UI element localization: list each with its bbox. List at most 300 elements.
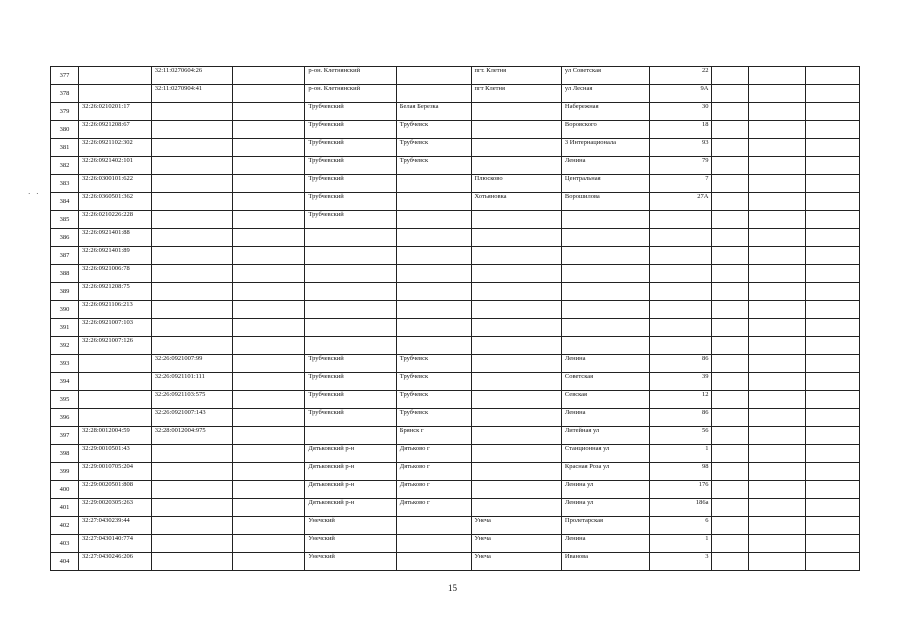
cadastral-number-2-cell: 32:26:0921007:143	[151, 409, 232, 427]
blank-cell	[232, 355, 305, 373]
house-number-cell: 1	[650, 535, 712, 553]
extra-cell-3	[805, 355, 859, 373]
extra-cell-1	[712, 247, 748, 265]
city-cell	[396, 319, 471, 337]
house-number-cell: 12	[650, 391, 712, 409]
city-cell: Дятьково г	[396, 499, 471, 517]
table-row	[51, 463, 860, 481]
row-number-cell: 377	[51, 67, 79, 85]
settlement-cell	[471, 481, 561, 499]
house-number-cell	[650, 283, 712, 301]
row-number-cell: 395	[51, 391, 79, 409]
city-cell	[396, 301, 471, 319]
house-number-cell	[650, 301, 712, 319]
house-number-cell: 7	[650, 175, 712, 193]
settlement-cell: Плюсково	[471, 175, 561, 193]
district-cell: Трубчевский	[305, 355, 396, 373]
table-row	[51, 85, 860, 103]
district-cell	[305, 319, 396, 337]
settlement-cell	[471, 139, 561, 157]
row-number-cell: 396	[51, 409, 79, 427]
extra-cell-1	[712, 157, 748, 175]
extra-cell-3	[805, 157, 859, 175]
street-cell: Ленина ул	[561, 481, 649, 499]
cadastral-number-cell: 32:26:0921102:302	[79, 139, 152, 157]
house-number-cell: 79	[650, 157, 712, 175]
row-number-cell: 379	[51, 103, 79, 121]
blank-cell	[232, 535, 305, 553]
district-cell: Трубчевский	[305, 409, 396, 427]
settlement-cell	[471, 103, 561, 121]
extra-cell-2	[748, 67, 805, 85]
district-cell	[305, 283, 396, 301]
cadastral-number-2-cell: 32:26:0921007:99	[151, 355, 232, 373]
extra-cell-1	[712, 553, 748, 571]
extra-cell-2	[748, 319, 805, 337]
extra-cell-1	[712, 103, 748, 121]
table-row	[51, 301, 860, 319]
table-row	[51, 139, 860, 157]
city-cell: Дятьково г	[396, 445, 471, 463]
table-row	[51, 175, 860, 193]
extra-cell-2	[748, 193, 805, 211]
table-row	[51, 355, 860, 373]
blank-cell	[232, 391, 305, 409]
blank-cell	[232, 247, 305, 265]
settlement-cell	[471, 499, 561, 517]
table-row	[51, 553, 860, 571]
house-number-cell: 18	[650, 121, 712, 139]
extra-cell-3	[805, 103, 859, 121]
house-number-cell: 3	[650, 553, 712, 571]
house-number-cell: 27А	[650, 193, 712, 211]
street-cell	[561, 337, 649, 355]
cadastral-number-cell: 32:26:0921401:88	[79, 229, 152, 247]
street-cell: Иванова	[561, 553, 649, 571]
table-row	[51, 265, 860, 283]
extra-cell-3	[805, 265, 859, 283]
city-cell	[396, 85, 471, 103]
cadastral-number-cell: 32:29:0010705:204	[79, 463, 152, 481]
extra-cell-3	[805, 121, 859, 139]
blank-cell	[232, 157, 305, 175]
extra-cell-3	[805, 139, 859, 157]
cadastral-number-2-cell: 32:11:0270904:41	[151, 85, 232, 103]
settlement-cell: пгт. Клетня	[471, 67, 561, 85]
extra-cell-1	[712, 409, 748, 427]
extra-cell-1	[712, 319, 748, 337]
table-row	[51, 445, 860, 463]
district-cell: Унечский	[305, 553, 396, 571]
settlement-cell	[471, 157, 561, 175]
extra-cell-1	[712, 283, 748, 301]
cadastral-number-2-cell	[151, 553, 232, 571]
extra-cell-2	[748, 373, 805, 391]
settlement-cell	[471, 283, 561, 301]
city-cell: Дятьково г	[396, 481, 471, 499]
settlement-cell: Унеча	[471, 535, 561, 553]
extra-cell-2	[748, 103, 805, 121]
blank-cell	[232, 301, 305, 319]
blank-cell	[232, 103, 305, 121]
cadastral-number-cell: 32:28:0012004:59	[79, 427, 152, 445]
row-number-cell: 381	[51, 139, 79, 157]
blank-cell	[232, 409, 305, 427]
extra-cell-3	[805, 67, 859, 85]
district-cell: Трубчевский	[305, 139, 396, 157]
district-cell: Трубчевский	[305, 157, 396, 175]
extra-cell-2	[748, 409, 805, 427]
settlement-cell	[471, 427, 561, 445]
city-cell	[396, 229, 471, 247]
cadastral-number-2-cell	[151, 103, 232, 121]
house-number-cell	[650, 211, 712, 229]
settlement-cell	[471, 355, 561, 373]
city-cell	[396, 175, 471, 193]
row-number-cell: 384	[51, 193, 79, 211]
settlement-cell	[471, 409, 561, 427]
cadastral-number-cell	[79, 373, 152, 391]
street-cell	[561, 319, 649, 337]
cadastral-number-2-cell: 32:26:0921103:575	[151, 391, 232, 409]
extra-cell-2	[748, 301, 805, 319]
row-number-cell: 388	[51, 265, 79, 283]
district-cell: Дятьковский р-н	[305, 463, 396, 481]
settlement-cell	[471, 211, 561, 229]
settlement-cell: пгт Клетня	[471, 85, 561, 103]
table-body	[51, 67, 860, 571]
cadastral-number-cell: 32:29:0020305:263	[79, 499, 152, 517]
district-cell: Унечский	[305, 517, 396, 535]
city-cell: Трубчевск	[396, 373, 471, 391]
table-row	[51, 391, 860, 409]
extra-cell-3	[805, 427, 859, 445]
row-number-cell: 378	[51, 85, 79, 103]
city-cell: Трубчевск	[396, 121, 471, 139]
blank-cell	[232, 265, 305, 283]
extra-cell-1	[712, 211, 748, 229]
house-number-cell	[650, 247, 712, 265]
cadastral-number-cell: 32:26:0300101:622	[79, 175, 152, 193]
street-cell	[561, 283, 649, 301]
extra-cell-1	[712, 373, 748, 391]
extra-cell-2	[748, 265, 805, 283]
row-number-cell: 391	[51, 319, 79, 337]
cadastral-number-2-cell	[151, 193, 232, 211]
row-number-cell: 393	[51, 355, 79, 373]
settlement-cell: Хотьяновка	[471, 193, 561, 211]
extra-cell-2	[748, 211, 805, 229]
extra-cell-2	[748, 535, 805, 553]
cadastral-number-2-cell	[151, 229, 232, 247]
street-cell: Станционная ул	[561, 445, 649, 463]
extra-cell-2	[748, 463, 805, 481]
cadastral-number-2-cell	[151, 535, 232, 553]
house-number-cell	[650, 319, 712, 337]
cadastral-number-cell: 32:27:0430246:206	[79, 553, 152, 571]
cadastral-number-2-cell: 32:28:0012004:975	[151, 427, 232, 445]
extra-cell-2	[748, 229, 805, 247]
street-cell: Ворошилова	[561, 193, 649, 211]
district-cell	[305, 247, 396, 265]
row-number-cell: 382	[51, 157, 79, 175]
settlement-cell	[471, 229, 561, 247]
street-cell: Севская	[561, 391, 649, 409]
blank-cell	[232, 427, 305, 445]
blank-cell	[232, 139, 305, 157]
extra-cell-1	[712, 301, 748, 319]
row-number-cell: 402	[51, 517, 79, 535]
extra-cell-2	[748, 553, 805, 571]
cadastral-number-2-cell	[151, 301, 232, 319]
street-cell: Ленина	[561, 409, 649, 427]
cadastral-number-cell: 32:26:0360501:362	[79, 193, 152, 211]
district-cell	[305, 229, 396, 247]
city-cell: Трубчевск	[396, 157, 471, 175]
settlement-cell	[471, 301, 561, 319]
street-cell: Ленина	[561, 535, 649, 553]
cadastral-number-cell: 32:29:0020501:808	[79, 481, 152, 499]
cadastral-number-2-cell	[151, 517, 232, 535]
cadastral-number-cell: 32:26:0210201:17	[79, 103, 152, 121]
city-cell: Трубчевск	[396, 355, 471, 373]
extra-cell-3	[805, 229, 859, 247]
cadastral-number-cell: 32:26:0921208:67	[79, 121, 152, 139]
settlement-cell	[471, 373, 561, 391]
extra-cell-1	[712, 337, 748, 355]
extra-cell-1	[712, 193, 748, 211]
district-cell: Трубчевский	[305, 193, 396, 211]
city-cell: Дятьково г	[396, 463, 471, 481]
settlement-cell	[471, 319, 561, 337]
cadastral-number-2-cell	[151, 175, 232, 193]
blank-cell	[232, 229, 305, 247]
blank-cell	[232, 517, 305, 535]
extra-cell-3	[805, 301, 859, 319]
cadastral-number-cell	[79, 85, 152, 103]
settlement-cell	[471, 121, 561, 139]
extra-cell-3	[805, 409, 859, 427]
cadastral-number-2-cell	[151, 121, 232, 139]
extra-cell-3	[805, 175, 859, 193]
house-number-cell: 93	[650, 139, 712, 157]
extra-cell-1	[712, 445, 748, 463]
district-cell: Трубчевский	[305, 373, 396, 391]
settlement-cell	[471, 445, 561, 463]
extra-cell-3	[805, 319, 859, 337]
extra-cell-1	[712, 481, 748, 499]
extra-cell-2	[748, 391, 805, 409]
street-cell: Советская	[561, 373, 649, 391]
extra-cell-1	[712, 121, 748, 139]
extra-cell-3	[805, 481, 859, 499]
page-number: 15	[448, 583, 457, 593]
extra-cell-2	[748, 355, 805, 373]
street-cell: Красная Роза ул	[561, 463, 649, 481]
street-cell: Пролетарская	[561, 517, 649, 535]
district-cell: р-он. Клетнянский	[305, 67, 396, 85]
house-number-cell: 39	[650, 373, 712, 391]
district-cell: Дятьковский р-н	[305, 445, 396, 463]
street-cell: Набережная	[561, 103, 649, 121]
extra-cell-1	[712, 535, 748, 553]
house-number-cell	[650, 265, 712, 283]
settlement-cell	[471, 463, 561, 481]
settlement-cell: Унеча	[471, 553, 561, 571]
table-row	[51, 499, 860, 517]
city-cell: Трубчевск	[396, 139, 471, 157]
extra-cell-2	[748, 139, 805, 157]
table-row	[51, 319, 860, 337]
extra-cell-3	[805, 193, 859, 211]
city-cell	[396, 283, 471, 301]
street-cell	[561, 247, 649, 265]
blank-cell	[232, 481, 305, 499]
street-cell	[561, 301, 649, 319]
street-cell: Ленина	[561, 157, 649, 175]
extra-cell-3	[805, 85, 859, 103]
cadastral-number-cell	[79, 409, 152, 427]
house-number-cell: 9А	[650, 85, 712, 103]
row-number-cell: 401	[51, 499, 79, 517]
cadastral-number-2-cell	[151, 481, 232, 499]
house-number-cell: 186а	[650, 499, 712, 517]
blank-cell	[232, 499, 305, 517]
table-row	[51, 121, 860, 139]
table-row	[51, 67, 860, 85]
cadastral-number-2-cell	[151, 211, 232, 229]
street-cell	[561, 265, 649, 283]
city-cell	[396, 193, 471, 211]
extra-cell-3	[805, 535, 859, 553]
table-row	[51, 337, 860, 355]
extra-cell-3	[805, 373, 859, 391]
street-cell: Ленина ул	[561, 499, 649, 517]
table-row	[51, 247, 860, 265]
extra-cell-2	[748, 517, 805, 535]
cadastral-number-cell: 32:27:0430140:774	[79, 535, 152, 553]
extra-cell-3	[805, 553, 859, 571]
blank-cell	[232, 463, 305, 481]
table-row	[51, 229, 860, 247]
extra-cell-1	[712, 499, 748, 517]
district-cell	[305, 265, 396, 283]
table-row	[51, 409, 860, 427]
city-cell: Белая Березка	[396, 103, 471, 121]
row-number-cell: 390	[51, 301, 79, 319]
blank-cell	[232, 85, 305, 103]
settlement-cell	[471, 247, 561, 265]
street-cell: 3 Интернационала	[561, 139, 649, 157]
house-number-cell: 176	[650, 481, 712, 499]
district-cell: Дятьковский р-н	[305, 499, 396, 517]
cadastral-number-cell: 32:26:0921007:126	[79, 337, 152, 355]
row-number-cell: 400	[51, 481, 79, 499]
cadastral-number-cell: 32:26:0921106:213	[79, 301, 152, 319]
house-number-cell: 86	[650, 409, 712, 427]
cadastral-number-2-cell	[151, 319, 232, 337]
cadastral-number-2-cell: 32:11:0270604:26	[151, 67, 232, 85]
cadastral-number-2-cell	[151, 247, 232, 265]
cadastral-number-cell	[79, 355, 152, 373]
extra-cell-1	[712, 355, 748, 373]
city-cell	[396, 67, 471, 85]
house-number-cell: 30	[650, 103, 712, 121]
table-row	[51, 283, 860, 301]
cadastral-number-cell: 32:26:0921208:75	[79, 283, 152, 301]
extra-cell-2	[748, 481, 805, 499]
settlement-cell	[471, 391, 561, 409]
blank-cell	[232, 319, 305, 337]
margin-marker: · ·	[28, 190, 41, 198]
extra-cell-1	[712, 67, 748, 85]
cadastral-number-2-cell	[151, 445, 232, 463]
extra-cell-3	[805, 283, 859, 301]
house-number-cell	[650, 337, 712, 355]
city-cell	[396, 535, 471, 553]
blank-cell	[232, 445, 305, 463]
house-number-cell: 6	[650, 517, 712, 535]
blank-cell	[232, 193, 305, 211]
district-cell	[305, 427, 396, 445]
street-cell: ул Лесная	[561, 85, 649, 103]
table-row	[51, 193, 860, 211]
street-cell: Воровского	[561, 121, 649, 139]
city-cell	[396, 211, 471, 229]
extra-cell-1	[712, 517, 748, 535]
district-cell: р-он. Клетнянский	[305, 85, 396, 103]
settlement-cell	[471, 337, 561, 355]
blank-cell	[232, 175, 305, 193]
city-cell: Трубчевск	[396, 409, 471, 427]
row-number-cell: 387	[51, 247, 79, 265]
extra-cell-2	[748, 247, 805, 265]
extra-cell-2	[748, 85, 805, 103]
street-cell: Ленина	[561, 355, 649, 373]
city-cell	[396, 247, 471, 265]
row-number-cell: 399	[51, 463, 79, 481]
cadastral-number-cell: 32:26:0921401:89	[79, 247, 152, 265]
house-number-cell: 98	[650, 463, 712, 481]
house-number-cell: 1	[650, 445, 712, 463]
extra-cell-3	[805, 391, 859, 409]
row-number-cell: 398	[51, 445, 79, 463]
table-row	[51, 427, 860, 445]
cadastral-number-2-cell	[151, 463, 232, 481]
row-number-cell: 397	[51, 427, 79, 445]
extra-cell-3	[805, 463, 859, 481]
street-cell: ул Советская	[561, 67, 649, 85]
street-cell	[561, 229, 649, 247]
district-cell: Трубчевский	[305, 121, 396, 139]
district-cell: Трубчевский	[305, 175, 396, 193]
table-row	[51, 373, 860, 391]
district-cell: Дятьковский р-н	[305, 481, 396, 499]
extra-cell-1	[712, 463, 748, 481]
extra-cell-1	[712, 391, 748, 409]
city-cell	[396, 517, 471, 535]
extra-cell-1	[712, 139, 748, 157]
extra-cell-3	[805, 499, 859, 517]
extra-cell-2	[748, 283, 805, 301]
street-cell: Центральная	[561, 175, 649, 193]
district-cell: Трубчевский	[305, 391, 396, 409]
extra-cell-2	[748, 337, 805, 355]
house-number-cell	[650, 229, 712, 247]
cadastral-number-2-cell	[151, 157, 232, 175]
cadastral-number-2-cell	[151, 499, 232, 517]
extra-cell-1	[712, 175, 748, 193]
